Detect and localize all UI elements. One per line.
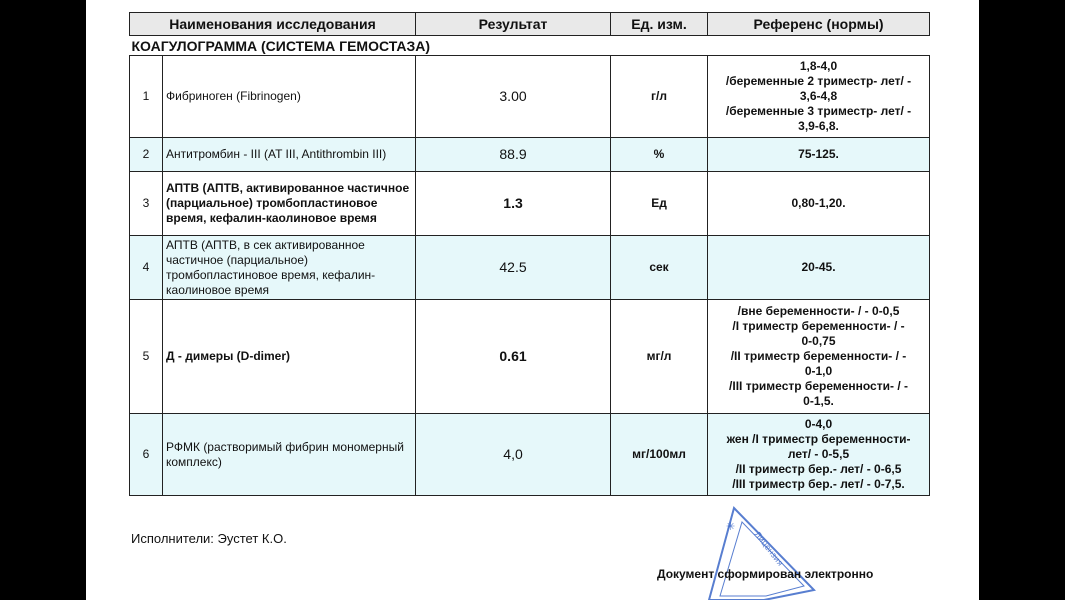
table-row [130,414,930,496]
test-unit: сек [611,236,708,300]
test-name: РФМК (растворимый фибрин мономерный комплекс) [163,414,416,496]
reference-line: 0,80-1,20. [791,196,846,210]
svg-text:✳: ✳ [726,520,736,533]
reference-line: 0-0,75 [801,334,836,348]
executors-name: Эустет К.О. [217,531,287,546]
test-reference [708,56,930,138]
test-name: Антитромбин - III (AT III, Antithrombin III) [163,138,416,172]
reference-line: 1,8-4,0 [799,59,838,73]
table-row [130,56,930,138]
results-table [129,12,930,496]
test-reference [708,236,930,300]
table-header-row [130,13,930,36]
table-row [130,300,930,414]
test-unit: мг/л [611,300,708,414]
test-result: 3.00 [416,56,611,138]
reference-line: 0-4,0 [804,417,833,431]
row-number: 4 [130,236,163,300]
test-reference [708,138,930,172]
test-unit: % [611,138,708,172]
test-name: АПТВ (АПТВ, активированное частичное (парциальное) тромбопластиновое время, кефалин-каолиновое время [163,172,416,236]
reference-line: /II триместр беременности- / - [730,349,907,363]
test-name: Фибриноген (Fibrinogen) [163,56,416,138]
row-number: 1 [130,56,163,138]
reference-line: /I триместр беременности- / - [732,319,905,333]
reference-line: 0-1,0 [804,364,833,378]
reference-line: 20-45. [801,260,836,274]
reference-line: /беременные 2 триместр- лет/ - [725,74,912,88]
electronic-document-note: Документ сформирован электронно [657,567,874,581]
reference-line: /беременные 3 триместр- лет/ - [725,104,912,118]
stamp-text: Лицензия [752,529,785,568]
section-title: КОАГУЛОГРАММА (СИСТЕМА ГЕМОСТАЗА) [130,36,930,56]
reference-line: лет/ - 0-5,5 [787,447,850,461]
table-row [130,172,930,236]
lab-report-page [86,0,979,600]
reference-line: жен /I триместр беременности- [726,432,911,446]
test-unit: мг/100мл [611,414,708,496]
test-result: 4,0 [416,414,611,496]
test-reference [708,414,930,496]
reference-line: 0-1,5. [803,394,834,408]
header-reference: Референс (нормы) [708,13,930,36]
test-result: 0.61 [416,300,611,414]
row-number: 6 [130,414,163,496]
executors-label: Исполнители: [131,531,214,546]
row-number: 5 [130,300,163,414]
header-name: Наименования исследования [130,13,416,36]
row-number: 2 [130,138,163,172]
test-result: 42.5 [416,236,611,300]
row-number: 3 [130,172,163,236]
reference-line: 3,6-4,8 [799,89,838,103]
header-result: Результат [416,13,611,36]
test-name: АПТВ (АПТВ, в сек активированное частичное (парциальное) тромбопластиновое время, кефалин-каолиновое время [163,236,416,300]
table-row [130,236,930,300]
reference-line: /вне беременности- / - 0-0,5 [737,304,900,318]
executors-line [131,531,287,546]
test-reference [708,172,930,236]
reference-line: 3,9-6,8. [798,119,839,133]
test-reference [708,300,930,414]
test-unit: Ед [611,172,708,236]
header-unit: Ед. изм. [611,13,708,36]
reference-line: 75-125. [798,147,839,161]
test-result: 1.3 [416,172,611,236]
reference-line: /III триместр бер.- лет/ - 0-7,5. [732,477,905,491]
test-name: Д - димеры (D-dimer) [163,300,416,414]
reference-line: /III триместр беременности- / - [729,379,908,393]
table-row [130,138,930,172]
blue-stamp-seal [704,500,824,600]
test-result: 88.9 [416,138,611,172]
reference-line: /II триместр бер.- лет/ - 0-6,5 [735,462,902,476]
section-row [130,36,930,56]
test-unit: г/л [611,56,708,138]
